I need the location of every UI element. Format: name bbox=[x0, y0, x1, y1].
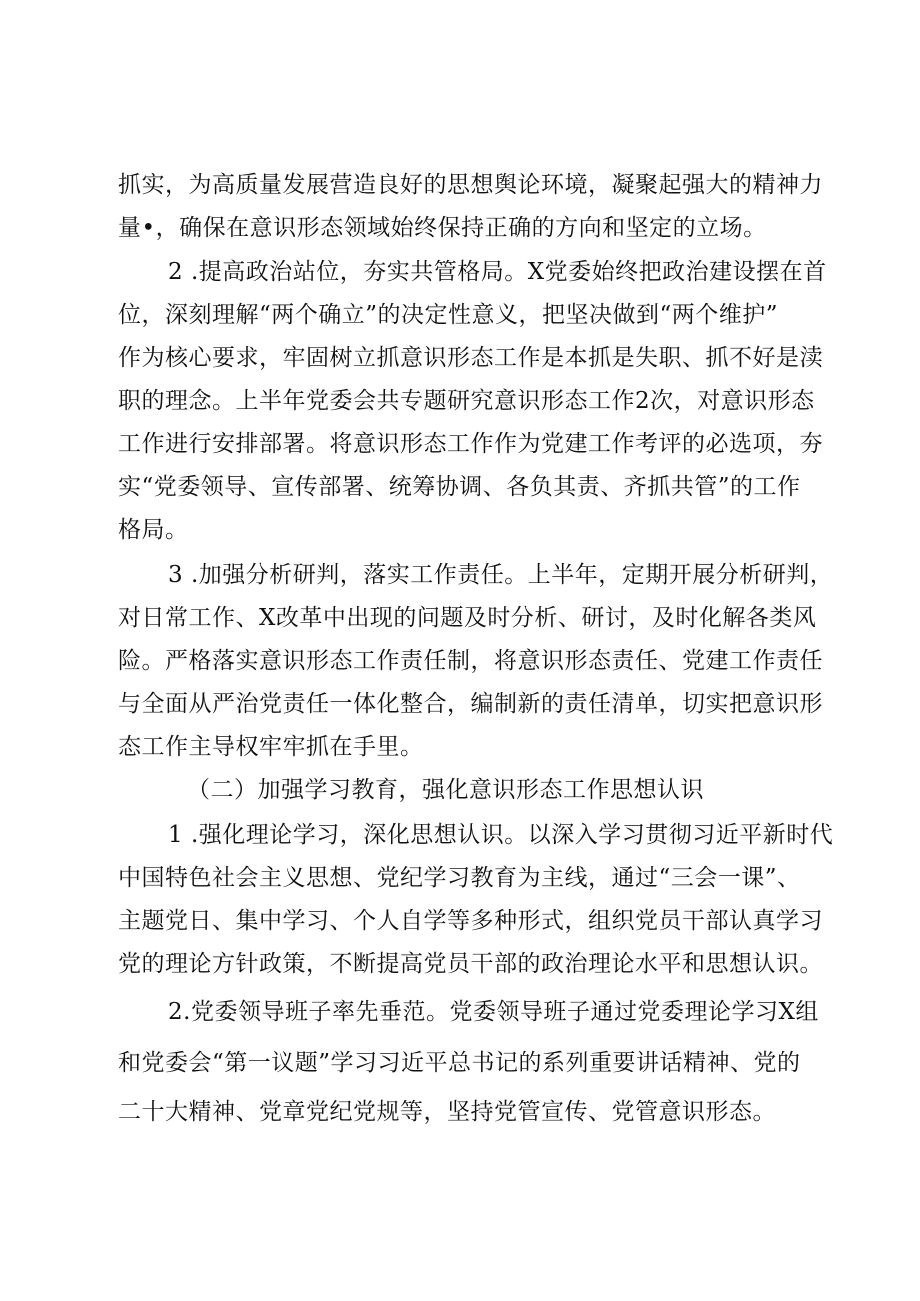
text-line: 与全面从严治党责任一体化整合，编制新的责任清单，切实把意识形 bbox=[118, 691, 823, 717]
text-line: 格局。 bbox=[118, 517, 189, 543]
text-line: 作为核心要求，牢固树立抓意识形态工作是本抓是失职、抓不好是渎 bbox=[118, 345, 823, 371]
text-line: 主题党日、集中学习、个人自学等多种形式，组织党员干部认真学习 bbox=[118, 908, 823, 934]
text-line: 2 .提高政治站位，夯实共管格局。X党委始终把政治建设摆在首 bbox=[168, 259, 827, 285]
section-heading: （二）加强学习教育，强化意识形态工作思想认识 bbox=[187, 777, 704, 803]
text-line: 对日常工作、X改革中出现的问题及时分析、研讨，及时化解各类风 bbox=[118, 605, 817, 631]
text-line: 3 .加强分析研判，落实工作责任。上半年，定期开展分析研判， bbox=[168, 562, 834, 588]
text-line: 工作进行安排部署。将意识形态工作作为党建工作考评的必选项，夯 bbox=[118, 431, 823, 457]
text-line: 党的理论方针政策，不断提高党员干部的政治理论水平和思想认识。 bbox=[118, 951, 823, 977]
text-line: 位，深刻理解“两个确立”的决定性意义，把坚决做到“两个维护” bbox=[118, 302, 779, 328]
text-line: 态工作主导权牢牢抓在手里。 bbox=[118, 734, 424, 760]
text-line: 实“党委领导、宣传部署、统筹协调、各负其责、齐抓共管”的工作 bbox=[118, 474, 801, 500]
text-line: 抓实，为高质量发展营造良好的思想舆论环境，凝聚起强大的精神力 bbox=[118, 172, 823, 198]
text-line: 2.党委领导班子率先垂范。党委领导班子通过党委理论学习X组 bbox=[168, 999, 819, 1025]
text-line: 二十大精神、党章党纪党规等，坚持党管宣传、党管意识形态。 bbox=[118, 1099, 776, 1125]
text-line: 险。严格落实意识形态工作责任制，将意识形态责任、党建工作责任 bbox=[118, 648, 823, 674]
text-line: 职的理念。上半年党委会共专题研究意识形态工作2次，对意识形态 bbox=[118, 388, 815, 414]
text-line: 1 .强化理论学习，深化思想认识。以深入学习贯彻习近平新时代 bbox=[168, 822, 834, 848]
text-line: 中国特色社会主义思想、党纪学习教育为主线，通过“三会一课”、 bbox=[118, 865, 801, 891]
text-line: 量•，确保在意识形态领域始终保持正确的方向和坚定的立场。 bbox=[118, 215, 767, 241]
text-line: 和党委会“第一议题”学习习近平总书记的系列重要讲话精神、党的 bbox=[118, 1050, 801, 1076]
